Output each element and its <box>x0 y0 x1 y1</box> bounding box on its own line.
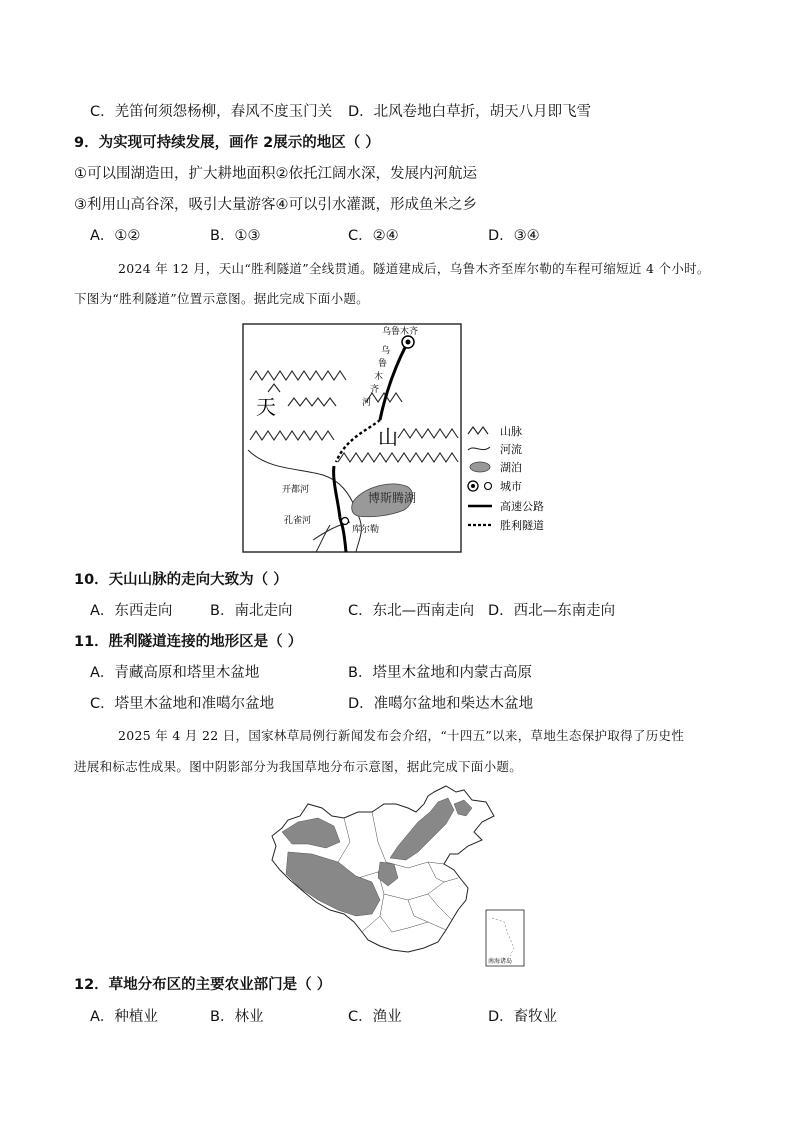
q11-option-a: A．青藏高原和塔里木盆地 <box>90 665 260 681</box>
q9-statement-2: ③利用山高谷深，吸引大量游客④可以引水灌溉，形成鱼米之乡 <box>74 197 477 213</box>
q9-option-c: C．②④ <box>348 228 399 244</box>
label-urumqi: 乌鲁木齐 <box>382 327 419 337</box>
inset-label: 南海诸岛 <box>488 958 513 965</box>
label-river-urumqi-2: 鲁 <box>378 359 388 369</box>
q9-option-b: B．①③ <box>210 228 261 244</box>
legend-capital-dot <box>471 484 475 488</box>
q10-option-b: B．南北走向 <box>210 603 293 619</box>
q12-stem: 12．草地分布区的主要农业部门是（ ） <box>74 977 332 993</box>
q9-option-d: D．③④ <box>488 228 540 244</box>
q11-option-d: D．准噶尔盆地和柴达木盆地 <box>348 696 534 712</box>
q12-option-c: C．渔业 <box>348 1009 402 1025</box>
q12-option-a: A．种植业 <box>90 1009 158 1025</box>
legend-mountain-symbol <box>468 427 488 434</box>
q10-option-c: C．东北—西南走向 <box>348 603 475 619</box>
q11-option-c: C．塔里木盆地和准噶尔盆地 <box>90 696 275 712</box>
legend-highway-label: 高速公路 <box>500 500 544 513</box>
passage1-line2: 下图为“胜利隧道”位置示意图。据此完成下面小题。 <box>74 291 369 306</box>
label-river-urumqi-1: 乌 <box>381 346 391 356</box>
map-legend <box>468 425 544 532</box>
legend-lake-label: 湖泊 <box>500 461 522 474</box>
q12-option-b: B．林业 <box>210 1009 264 1025</box>
legend-city-label: 城市 <box>500 480 522 493</box>
legend-river-label: 河流 <box>500 443 522 456</box>
legend-river-symbol <box>468 447 490 450</box>
legend-mountain-label: 山脉 <box>500 425 522 438</box>
city-marker-korla <box>342 518 349 525</box>
q9-option-a: A．①② <box>90 228 141 244</box>
label-mountain-shan: 山 <box>378 425 398 449</box>
label-river-urumqi-4: 齐 <box>370 385 380 395</box>
passage2-line1: 2025 年 4 月 22 日，国家林草局例行新闻发布会介绍，“十四五”以来，草地生态保护取得了历史性 <box>118 728 685 743</box>
q10-option-a: A．东西走向 <box>90 603 173 619</box>
grassland-distribution-map <box>268 782 530 970</box>
q10-stem: 10．天山山脉的走向大致为（ ） <box>74 572 288 588</box>
label-kaidu-river: 开都河 <box>282 485 310 495</box>
label-kongque-river: 孔雀河 <box>284 516 312 526</box>
q8-option-d: D．北风卷地白草折，胡天八月即飞雪 <box>348 104 592 120</box>
label-river-urumqi-5: 河 <box>362 398 372 408</box>
label-mountain-tian: 天 <box>256 395 276 419</box>
tunnel-location-map <box>238 320 558 560</box>
passage1-line1: 2024 年 12 月，天山“胜利隧道”全线贯通。隧道建成后，乌鲁木齐至库尔勒的车程可缩短近 4 个小时。 <box>118 261 710 276</box>
q9-stem: 9．为实现可持续发展，画作 2展示的地区（ ） <box>74 135 380 151</box>
q11-stem: 11．胜利隧道连接的地形区是（ ） <box>74 634 303 650</box>
legend-tunnel-label: 胜利隧道 <box>500 519 544 532</box>
q10-option-d: D．西北—东南走向 <box>488 603 616 619</box>
city-dot-urumqi <box>406 340 411 345</box>
label-bosten-lake: 博斯腾湖 <box>368 491 417 505</box>
q11-option-b: B．塔里木盆地和内蒙古高原 <box>348 665 532 681</box>
legend-lake-symbol <box>470 462 490 472</box>
q12-option-d: D．畜牧业 <box>488 1009 558 1025</box>
label-korla: 库尔勒 <box>352 525 380 535</box>
q9-statement-1: ①可以围湖造田，扩大耕地面积②依托江阔水深，发展内河航运 <box>74 166 477 182</box>
legend-city-symbol <box>485 483 492 490</box>
passage2-line2: 进展和标志性成果。图中阴影部分为我国草地分布示意图，据此完成下面小题。 <box>74 759 523 774</box>
q8-option-c: C．羌笛何须怨杨柳，春风不度玉门关 <box>90 104 333 120</box>
label-river-urumqi-3: 木 <box>374 372 384 382</box>
